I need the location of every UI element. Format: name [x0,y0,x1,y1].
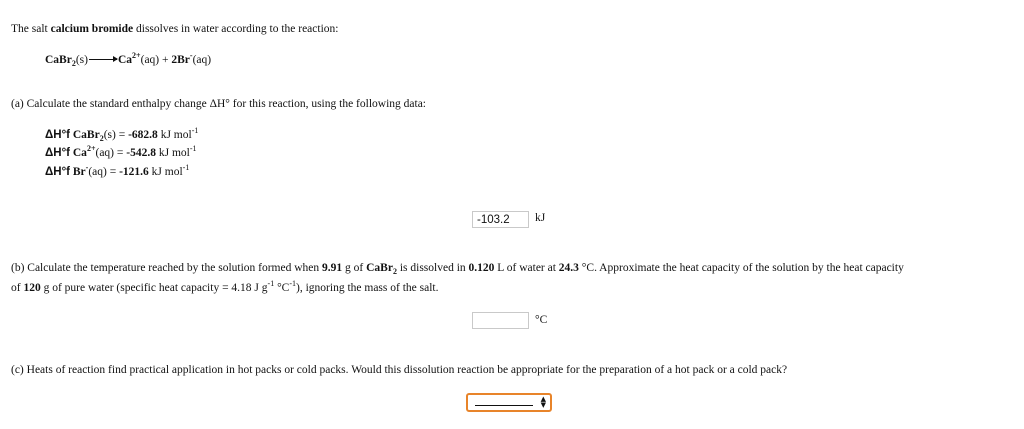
mass-value: 9.91 [322,262,343,274]
enthalpy-unit: kJ mol [148,166,183,178]
part-b-unit: °C [535,314,548,326]
salt-name: calcium bromide [50,23,134,35]
species-charge: - [85,163,89,172]
enthalpy-value: -682.8 [128,129,158,141]
intro-prefix: The salt [11,23,51,35]
exponent: -1 [289,279,297,288]
volume-value: 0.120 [468,262,495,274]
enthalpy-value: -121.6 [119,166,149,178]
delta-h-label: ΔH°f [45,129,70,141]
part-c-question: (c) Heats of reaction find practical application in hot packs or cold packs. Would this dissolution reaction be appropriate for the preparation of a hot pack or a cold pack? [11,364,788,376]
reaction-arrow-icon [89,59,117,60]
intro-suffix: dissolves in water according to the reaction: [133,23,339,35]
intro-text [11,23,338,35]
species-charge: 2+ [86,144,96,153]
anion-formula: 2Br [171,54,190,66]
anion-charge: - [189,51,193,60]
temperature-value: 24.3 [558,262,579,274]
text: °C. Approximate the heat capacity of the solution by the heat capacity [578,262,904,274]
part-a-unit: kJ [535,212,546,224]
text: ), ignoring the mass of the salt. [296,282,439,294]
hot-cold-pack-select[interactable] [466,393,552,412]
enthalpy-unit: kJ mol [155,147,190,159]
text: g of [342,262,367,274]
species-state: (s) = [103,129,129,141]
anion-state: (aq) [192,54,212,66]
delta-h-label: ΔH°f [45,147,70,159]
up-down-arrows-icon: ▲ ▼ [540,395,546,409]
part-a-question: (a) Calculate the standard enthalpy change ΔH° for this reaction, using the following data: [11,98,426,110]
text: of [11,282,24,294]
text: g of pure water (specific heat capacity = 4.18 J g [40,282,268,294]
text: is dissolved in [396,262,469,274]
part-a-answer-input[interactable]: -103.2 [472,211,529,228]
part-b-question-line1 [11,262,904,274]
unit-exponent: -1 [191,126,199,135]
cation-formula: Ca [117,54,133,66]
species-state: (aq) = [88,166,120,178]
species-state: (aq) = [95,147,127,159]
cation-charge: 2+ [132,51,141,60]
unit-exponent: -1 [182,163,190,172]
part-b-question-line2 [11,279,439,294]
reactant-subscript: 2 [71,59,76,68]
unit-exponent: -1 [189,144,197,153]
reaction-equation [45,51,212,68]
exponent: -1 [267,279,275,288]
reactant-formula: CaBr [45,54,72,66]
enthalpy-value: -542.8 [126,147,156,159]
text: °C [274,282,290,294]
species-formula: Br [72,166,86,178]
enthalpy-unit: kJ mol [157,129,192,141]
cation-state: (aq) + [140,54,172,66]
species-formula: Ca [72,147,87,159]
salt-formula: CaBr [366,262,393,274]
salt-subscript: 2 [392,267,397,276]
text: (b) Calculate the temperature reached by the solution formed when [11,262,323,274]
data-line [45,126,199,143]
reactant-state: (s) [75,54,88,66]
data-line [45,144,197,159]
select-underline [475,405,533,406]
delta-h-label: ΔH°f [45,166,70,178]
data-line [45,163,190,178]
part-b-answer-input[interactable] [472,312,529,329]
species-formula: CaBr [72,129,100,141]
text: L of water at [494,262,559,274]
water-mass-value: 120 [23,282,41,294]
species-subscript: 2 [99,134,104,143]
